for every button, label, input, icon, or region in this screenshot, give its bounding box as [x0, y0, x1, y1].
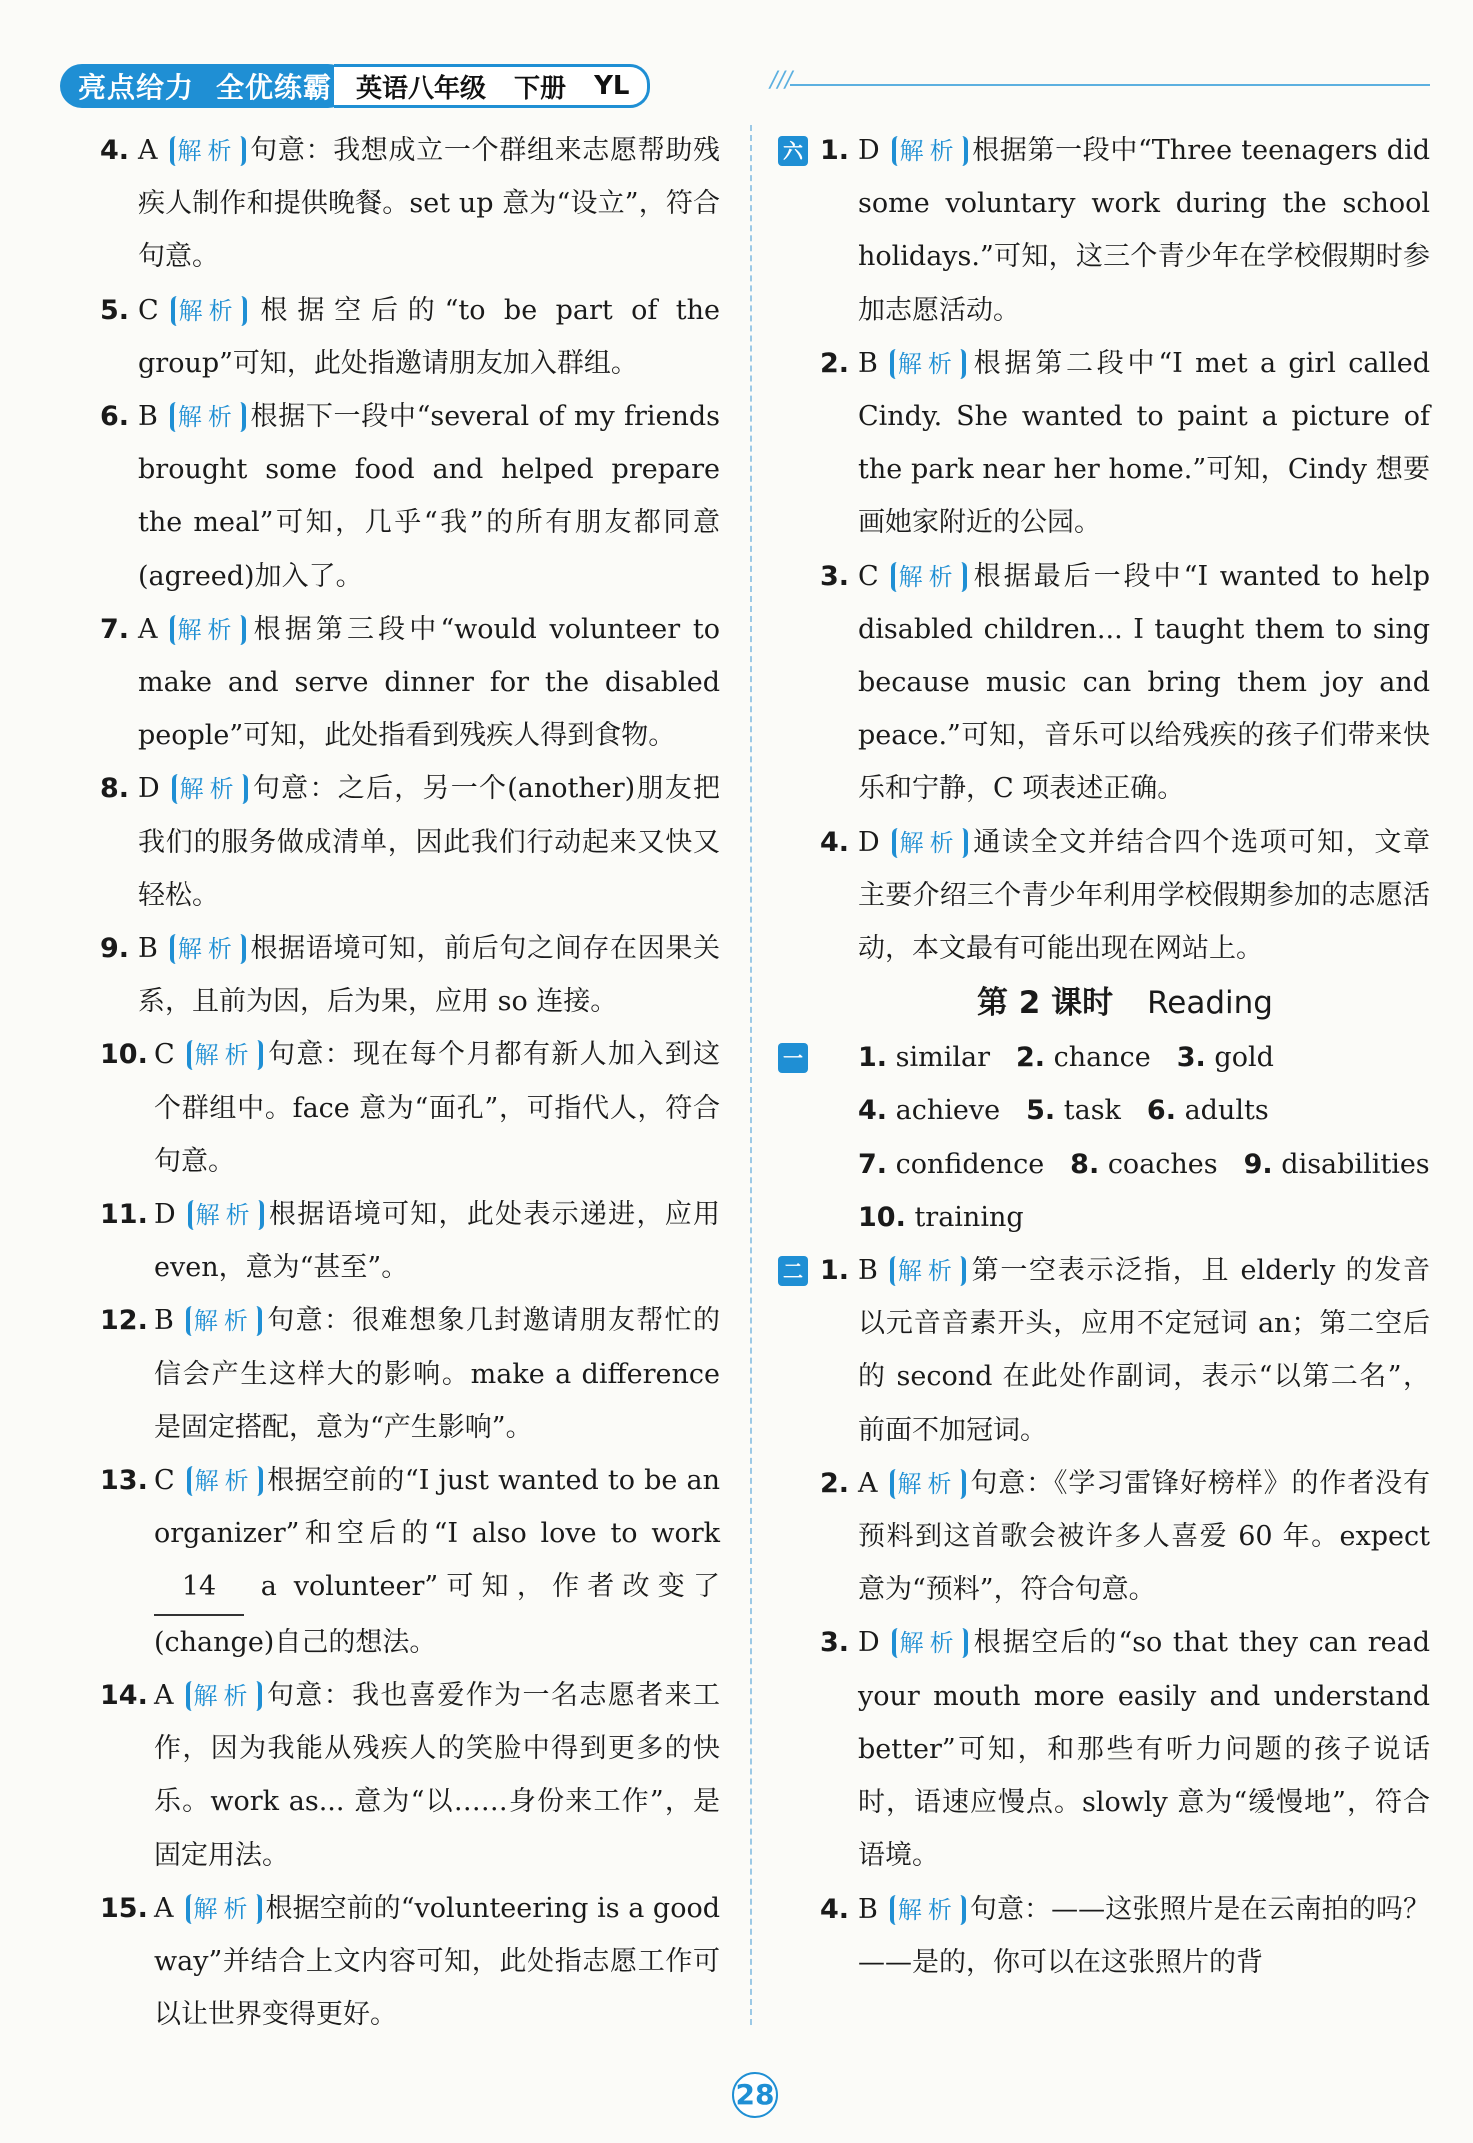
page-number: 28 — [732, 2072, 778, 2118]
answer-text: 根据下一段中“several of my friends brought some food and helped prepare the meal”可知，几乎“我”的所有朋友都同意(agreed)加入了。 — [138, 401, 720, 592]
analysis-tag: 解析 — [890, 1895, 966, 1925]
item-number: 4. — [820, 826, 850, 858]
answer-item — [100, 603, 720, 763]
analysis-tag: 解析 — [186, 1306, 262, 1336]
vocab-number: 5. — [1026, 1095, 1056, 1127]
answer-item — [100, 762, 720, 922]
analysis-tag: 解析 — [890, 349, 966, 379]
analysis-tag: 解析 — [892, 828, 968, 858]
answer-item — [100, 124, 720, 284]
answer-item — [100, 1028, 720, 1188]
vocab-word: similar — [895, 1042, 991, 1074]
analysis-tag: 解析 — [188, 1200, 264, 1230]
answer-letter: B — [858, 1255, 878, 1287]
vocab-number: 9. — [1243, 1148, 1273, 1180]
item-number: 2. — [820, 1467, 850, 1499]
vocab-item — [1026, 1084, 1121, 1137]
answer-letter: A — [154, 1679, 174, 1711]
item-number: 3. — [820, 560, 850, 592]
brand-left: 亮点给力 — [78, 71, 195, 104]
analysis-tag: 解析 — [891, 562, 967, 592]
item-number: 14. — [100, 1679, 148, 1711]
vocab-number: 10. — [858, 1201, 906, 1233]
answer-text: 根据空前的“volunteering is a good way”并结合上文内容可知，此处指志愿工作可以让世界变得更好。 — [154, 1892, 720, 2031]
item-number: 15. — [100, 1892, 148, 1924]
answer-text: 根据第三段中“would volunteer to make and serve dinner for the disabled people”可知，此处指看到残疾人得到食物。 — [138, 613, 720, 752]
vocab-item — [858, 1138, 1044, 1191]
answer-item — [820, 1457, 1430, 1617]
answer-letter: A — [154, 1892, 174, 1924]
vocab-word: confidence — [895, 1148, 1045, 1180]
answer-item — [820, 1244, 1430, 1457]
item-number: 7. — [100, 613, 130, 645]
vocab-number: 1. — [858, 1042, 888, 1074]
analysis-tag: 解析 — [890, 1256, 966, 1286]
vocab-word: task — [1063, 1095, 1121, 1127]
item-number: 8. — [100, 773, 130, 805]
vocab-number: 6. — [1146, 1095, 1176, 1127]
vocab-number: 8. — [1070, 1148, 1100, 1180]
answer-item — [820, 550, 1430, 816]
section-one — [783, 1031, 1430, 1244]
answer-text: 根据空后的“to be part of the group”可知，此处指邀请朋友加入群组。 — [138, 294, 720, 379]
volume-label: 下册 — [514, 73, 567, 104]
vocab-word: achieve — [895, 1095, 1001, 1127]
answer-item — [100, 1454, 720, 1669]
header-rule — [790, 84, 1430, 86]
item-number: 4. — [820, 1893, 850, 1925]
item-number: 9. — [100, 933, 130, 965]
answer-letter: C — [154, 1465, 175, 1497]
book-info — [334, 64, 650, 108]
vocab-item — [1147, 1084, 1269, 1137]
vocab-item — [1244, 1138, 1430, 1191]
header-slashes: /// — [770, 68, 793, 93]
lesson-title: 第 2 课时 — [977, 985, 1114, 1022]
answer-letter: B — [138, 401, 158, 433]
lesson-subtitle: Reading — [1147, 985, 1273, 1022]
brand-badge — [60, 64, 350, 108]
vocab-number: 3. — [1176, 1042, 1206, 1074]
right-column — [783, 124, 1430, 1989]
analysis-tag: 解析 — [892, 136, 968, 166]
vocab-word: chance — [1053, 1042, 1151, 1074]
answer-item — [820, 816, 1430, 976]
answer-text: 通读全文并结合四个选项可知，文章主要介绍三个青少年利用学校假期参加的志愿活动，本文最有可能出现在网站上。 — [858, 826, 1430, 965]
answer-letter: B — [858, 1893, 878, 1925]
answer-letter: B — [858, 347, 878, 379]
analysis-tag: 解析 — [170, 136, 246, 166]
answer-item — [820, 1616, 1430, 1882]
answer-letter: A — [858, 1467, 878, 1499]
vocab-number: 2. — [1016, 1042, 1046, 1074]
answer-letter: D — [858, 135, 880, 166]
answer-letter: B — [154, 1305, 174, 1337]
answer-text: 根据语境可知，此处表示递进，应用 even，意为“甚至”。 — [154, 1199, 720, 1284]
vocab-item — [1177, 1031, 1274, 1084]
column-divider — [750, 125, 752, 2025]
item-number: 1. — [820, 1255, 850, 1287]
answer-item — [100, 922, 720, 1028]
answer-letter: A — [138, 613, 158, 645]
answer-letter: C — [154, 1039, 175, 1071]
answer-text: 句意：——这张照片是在云南拍的吗？——是的，你可以在这张照片的背 — [858, 1893, 1430, 1978]
blank-number: 14 — [154, 1560, 244, 1615]
analysis-tag: 解析 — [170, 934, 246, 964]
vocab-word: training — [914, 1201, 1024, 1233]
answer-text: 句意：我想成立一个群组来志愿帮助残疾人制作和提供晚餐。set up 意为“设立”，符合句意。 — [138, 135, 720, 273]
analysis-tag: 解析 — [186, 1894, 262, 1924]
analysis-tag: 解析 — [890, 1469, 966, 1499]
answer-item — [820, 337, 1430, 550]
answer-text: 句意：现在每个月都有新人加入到这个群组中。face 意为“面孔”，可指代人，符合句意。 — [154, 1039, 720, 1177]
answer-text: 句意：我也喜爱作为一名志愿者来工作，因为我能从残疾人的笑脸中得到更多的快乐。work as... 意为“以……身份来工作”，是固定用法。 — [154, 1679, 720, 1871]
answer-text: 根据空前的“I just wanted to be an organizer”和空后的“I also love to work — [154, 1465, 720, 1550]
vocab-item — [858, 1191, 1024, 1244]
answer-letter: D — [154, 1199, 176, 1231]
answer-item — [820, 1883, 1430, 1989]
item-number: 10. — [100, 1039, 148, 1071]
analysis-tag: 解析 — [892, 1628, 968, 1658]
analysis-tag: 解析 — [171, 296, 247, 326]
analysis-tag: 解析 — [172, 774, 248, 804]
lesson-heading — [820, 975, 1430, 1031]
answer-item — [100, 1188, 720, 1294]
item-number: 4. — [100, 135, 130, 166]
answer-letter: A — [138, 135, 158, 166]
answer-text: 句意：《学习雷锋好榜样》的作者没有预料到这首歌会被许多人喜爱 60 年。expect 意为“预料”，符合句意。 — [858, 1467, 1430, 1606]
section-mark-two: 二 — [778, 1256, 808, 1286]
analysis-tag: 解析 — [187, 1466, 263, 1496]
answer-letter: D — [858, 1627, 880, 1659]
brand-right: 全优练霸 — [216, 71, 333, 104]
item-number: 1. — [820, 135, 850, 166]
item-number: 6. — [100, 401, 130, 433]
vocab-word: gold — [1214, 1042, 1274, 1074]
vocab-word: disabilities — [1281, 1148, 1430, 1180]
subject-label: 英语八年级 — [356, 73, 487, 104]
vocab-number: 4. — [858, 1095, 888, 1127]
answer-letter: C — [138, 294, 159, 326]
item-number: 12. — [100, 1305, 148, 1337]
answer-text: 根据最后一段中“I wanted to help disabled children... I taught them to sing because music can bring them joy and peace.”可知，音乐可以给残疾的孩子们带来快乐和宁静，C 项表述正确。 — [858, 560, 1430, 805]
answer-item — [820, 124, 1430, 337]
vocab-word: coaches — [1107, 1148, 1218, 1180]
item-number: 11. — [100, 1199, 148, 1231]
section-six — [783, 124, 1430, 975]
answer-text: 根据语境可知，前后句之间存在因果关系，且前为因，后为果，应用 so 连接。 — [138, 933, 720, 1018]
analysis-tag: 解析 — [187, 1040, 263, 1070]
answer-text: 第一空表示泛指，且 elderly 的发音以元音音素开头，应用不定冠词 an；第二空后的 second 在此处作副词，表示“以第二名”，前面不加冠词。 — [858, 1255, 1430, 1446]
edition-label: YL — [594, 71, 630, 101]
answer-text: 句意：很难想象几封邀请朋友帮忙的信会产生这样大的影响。make a difference 是固定搭配，意为“产生影响”。 — [154, 1305, 720, 1443]
answer-letter: D — [138, 773, 160, 805]
item-number: 5. — [100, 294, 130, 326]
answer-text: 根据第二段中“I met a girl called Cindy. She wanted to paint a picture of the park near her home.”可知，Cindy 想要画她家附近的公园。 — [858, 347, 1430, 539]
answer-item — [100, 1669, 720, 1882]
analysis-tag: 解析 — [170, 615, 246, 645]
answer-item — [100, 390, 720, 603]
item-number: 3. — [820, 1627, 850, 1659]
page-header — [60, 62, 650, 110]
section-mark-six: 六 — [778, 136, 808, 166]
vocab-item — [858, 1084, 1000, 1137]
item-number: 13. — [100, 1465, 148, 1497]
answer-item — [100, 1882, 720, 2042]
analysis-tag: 解析 — [186, 1681, 262, 1711]
answer-item — [100, 1294, 720, 1454]
vocab-item — [1016, 1031, 1151, 1084]
answer-text: 根据空后的“so that they can read your mouth more easily and understand better”可知，和那些有听力问题的孩子说话时，语速应慢点。slowly 意为“缓慢地”，符合语境。 — [858, 1627, 1430, 1872]
vocab-item — [858, 1031, 990, 1084]
answer-letter: B — [138, 933, 158, 965]
answer-letter: D — [858, 826, 880, 858]
section-two — [783, 1244, 1430, 1989]
answer-text: 句意：之后，另一个(another)朋友把我们的服务做成清单，因此我们行动起来又快又轻松。 — [138, 773, 720, 911]
answer-text: 根据第一段中“Three teenagers did some voluntary work during the school holidays.”可知，这三个青少年在学校假期时参加志愿活动。 — [858, 135, 1430, 326]
item-number: 2. — [820, 347, 850, 379]
left-column — [100, 124, 720, 2041]
analysis-tag: 解析 — [170, 402, 246, 432]
answer-item — [100, 284, 720, 390]
section-mark-one: 一 — [778, 1043, 808, 1073]
answer-text: a volunteer”可知，作者改变了(change)自己的想法。 — [154, 1571, 720, 1658]
vocab-number: 7. — [858, 1148, 888, 1180]
answer-letter: C — [858, 560, 879, 592]
vocab-word: adults — [1184, 1095, 1269, 1127]
vocab-item — [1070, 1138, 1217, 1191]
